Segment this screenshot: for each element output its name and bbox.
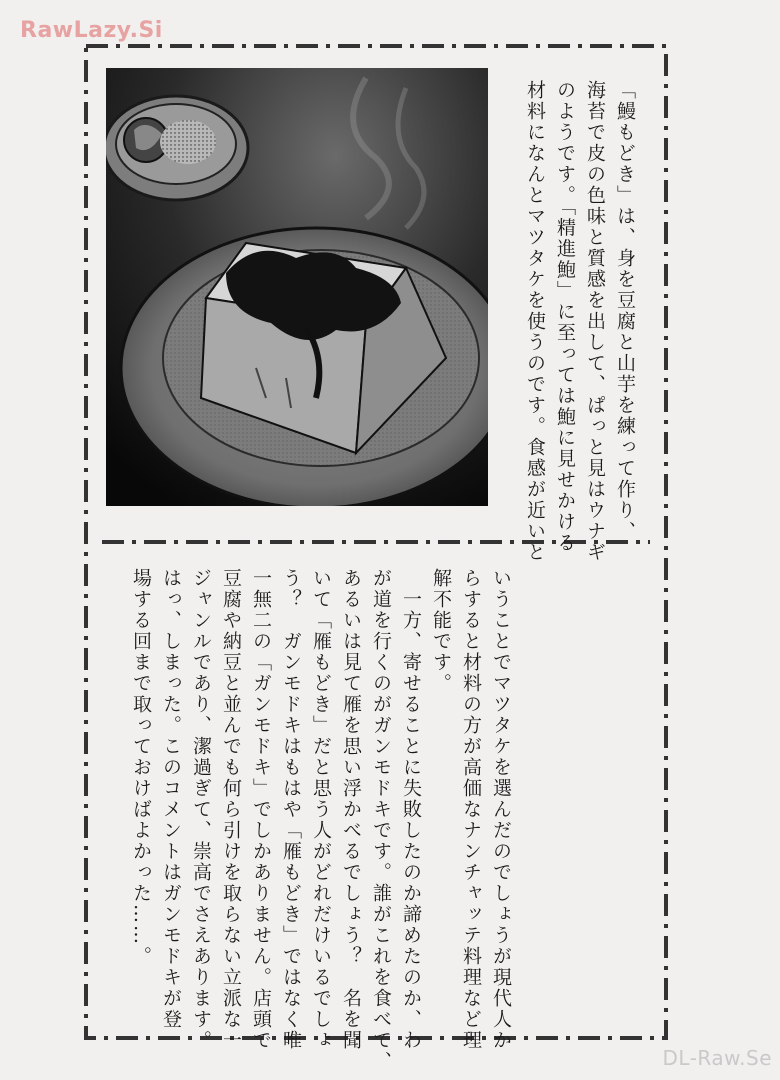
text-line: 海苔で皮の色味と質感を出して、ぱっと見はウナギ [584, 80, 606, 563]
tofu-dish-illustration [106, 68, 488, 506]
text-line: はっ、しまった。このコメントはガンモドキが登 [160, 568, 182, 1030]
text-line: 「鰻もどき」は、身を豆腐と山芋を練って作り、 [614, 80, 636, 542]
text-line: が道を行くのがガンモドキです。誰がこれを食べて、 [370, 568, 392, 1072]
text-line: いうことでマツタケを選んだのでしょうが現代人か [490, 568, 512, 1051]
text-line: 一方、寄せることに失敗したのか諦めたのか、わ [400, 568, 422, 1051]
text-line: ジャンルであり、潔過ぎて、崇高でさえあります。 [190, 568, 212, 1051]
text-line: 解不能です。 [430, 568, 452, 694]
watermark-bottom: DL-Raw.Se [662, 1046, 772, 1070]
text-line: 豆腐や納豆と並んでも何ら引けを取らない立派な一 [220, 568, 242, 1051]
text-line: あるいは見て雁を思い浮かべるでしょう？ 名を聞 [340, 568, 362, 1051]
text-line: のようです。「精進鮑」に至っては鮑に見せかける [554, 80, 576, 554]
bottom-text-block [126, 568, 516, 1072]
watermark-top: RawLazy.Si [20, 18, 163, 43]
text-line: いて「雁もどき」だと思う人がどれだけいるでしょ [310, 568, 332, 1051]
top-text-block [520, 80, 640, 563]
text-line: う？ ガンモドキはもはや「雁もどき」ではなく唯 [280, 568, 302, 1051]
text-line: 材料になんとマツタケを使うのです。食感が近いと [524, 80, 546, 563]
text-line: 一無二の「ガンモドキ」でしかありません。店頭で [250, 568, 272, 1051]
text-line: 場する回まで取っておけばよかった……。 [130, 568, 152, 967]
text-line: らすると材料の方が高価なナンチャッテ料理など理 [460, 568, 482, 1051]
